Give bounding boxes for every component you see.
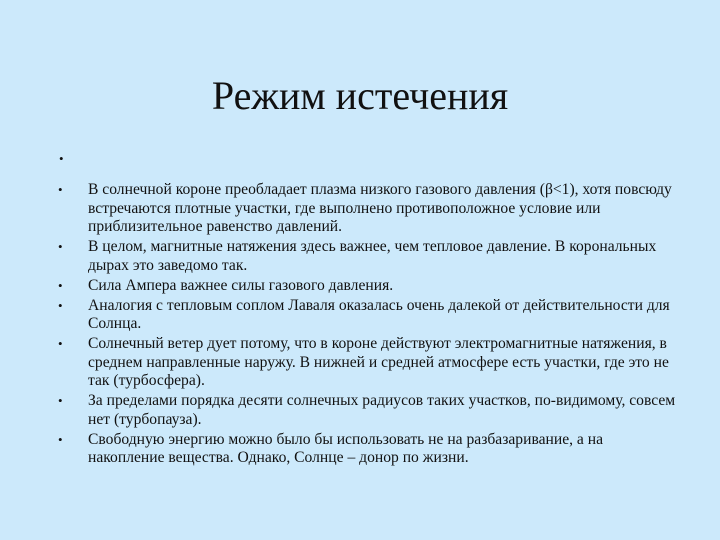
- bullet-item: [58, 277, 678, 296]
- bullet-item: [58, 181, 678, 237]
- empty-bullet: •: [59, 151, 64, 166]
- bullet-item: [58, 335, 678, 391]
- bullet-icon: •: [58, 297, 63, 313]
- bullet-icon: •: [58, 393, 63, 408]
- bullet-icon: •: [58, 277, 63, 293]
- bullet-text: В солнечной короне преобладает плазма низкого газового давления (β<1), хотя повсюду встречаются плотные участки, где выполнено противоположное условие или приблизительное равенство давлений.: [88, 181, 672, 235]
- bullet-item: [58, 392, 678, 429]
- bullet-item: [58, 431, 678, 468]
- bullet-icon: •: [58, 182, 63, 197]
- bullet-text: Аналогия с тепловым соплом Лаваля оказалась очень далекой от действительности для Солнца.: [88, 296, 670, 332]
- bullet-icon: •: [58, 336, 63, 351]
- slide-title: Режим истечения: [211, 73, 509, 118]
- bullet-list: [58, 181, 678, 469]
- bullet-text: Солнечный ветер дует потому, что в короне действуют электромагнитные натяжения, в среднем направленные наружу. В нижней и средней атмосфере есть участки, где это не так (турбосфера).: [88, 335, 669, 389]
- bullet-text: За пределами порядка десяти солнечных радиусов таких участков, по-видимому, совсем нет (турбопауза).: [88, 392, 676, 428]
- bullet-icon: •: [58, 431, 63, 447]
- bullet-item: [58, 297, 678, 334]
- bullet-text: Сила Ампера важнее силы газового давления.: [88, 276, 394, 294]
- bullet-text: В целом, магнитные натяжения здесь важнее, чем тепловое давление. В корональных дырах это заведомо так.: [88, 238, 657, 274]
- bullet-text: Свободную энергию можно было бы использовать не на разбазаривание, а на накопление вещества. Однако, Солнце – донор по жизни.: [88, 430, 604, 466]
- bullet-item: [58, 238, 678, 275]
- bullet-icon: •: [58, 239, 63, 254]
